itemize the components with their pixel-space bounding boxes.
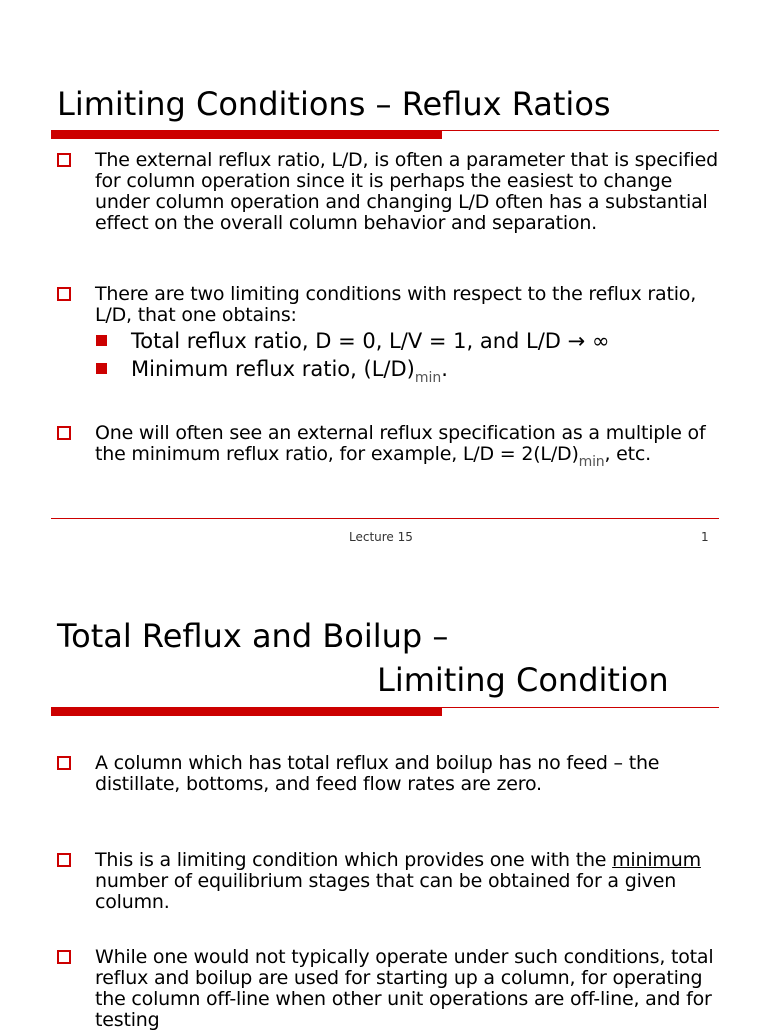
underlined-word: minimum bbox=[612, 849, 701, 871]
hollow-square-bullet-icon bbox=[57, 287, 71, 301]
bullet-text bbox=[95, 422, 725, 470]
sub-bullet-text: Total reflux ratio, D = 0, L/V = 1, and L/D → ∞ bbox=[131, 329, 610, 353]
slide-title: Limiting Conditions – Reflux Ratios bbox=[57, 85, 611, 123]
hollow-square-bullet-icon bbox=[57, 950, 71, 964]
filled-square-bullet-icon bbox=[96, 335, 107, 346]
sub-bullet-text-main: Minimum reflux ratio, (L/D) bbox=[131, 357, 415, 381]
bullet-text-end: number of equilibrium stages that can be obtained for a given column. bbox=[95, 870, 677, 913]
footer-lecture-label: Lecture 15 bbox=[349, 530, 413, 544]
bullet-text: A column which has total reflux and boilup has no feed – the distillate, bottoms, and feed flow rates are zero. bbox=[95, 752, 660, 795]
hollow-square-bullet-icon bbox=[57, 756, 71, 770]
page-number: 1 bbox=[701, 530, 709, 544]
sub-bullet-text-end: . bbox=[441, 357, 448, 381]
subscript-min: min bbox=[414, 370, 442, 386]
bullet-text: There are two limiting conditions with respect to the reflux ratio, L/D, that one obtains: bbox=[95, 283, 697, 326]
title-accent-bar bbox=[51, 708, 442, 716]
subscript-min: min bbox=[578, 454, 605, 470]
bullet-text: While one would not typically operate under such conditions, total reflux and boilup are used for starting up a column, for operating the column off-line when other unit operations are off-line, and for testing bbox=[95, 946, 714, 1031]
bullet-text bbox=[95, 850, 725, 913]
bullet-text: The external reflux ratio, L/D, is often a parameter that is specified for column operation since it is perhaps the easiest to change under column operation and changing L/D often has a substantial effect on the overall column behavior and separation. bbox=[95, 149, 718, 234]
slide-title-line-1: Total Reflux and Boilup – bbox=[57, 617, 449, 655]
slide-title-line-2: Limiting Condition bbox=[377, 661, 669, 699]
hollow-square-bullet-icon bbox=[57, 153, 71, 167]
bullet-text-end: , etc. bbox=[604, 443, 651, 465]
sub-bullet-text bbox=[131, 356, 448, 385]
hollow-square-bullet-icon bbox=[57, 853, 71, 867]
filled-square-bullet-icon bbox=[96, 363, 107, 374]
bullet-text-main: This is a limiting condition which provides one with the bbox=[95, 849, 613, 871]
title-accent-bar bbox=[51, 131, 442, 139]
footer-rule bbox=[51, 518, 719, 519]
slide-2 bbox=[0, 560, 768, 1031]
hollow-square-bullet-icon bbox=[57, 426, 71, 440]
bullet-text-main: One will often see an external reflux specification as a multiple of the minimum reflux ratio, for example, L/D = 2(L/D) bbox=[95, 422, 706, 465]
